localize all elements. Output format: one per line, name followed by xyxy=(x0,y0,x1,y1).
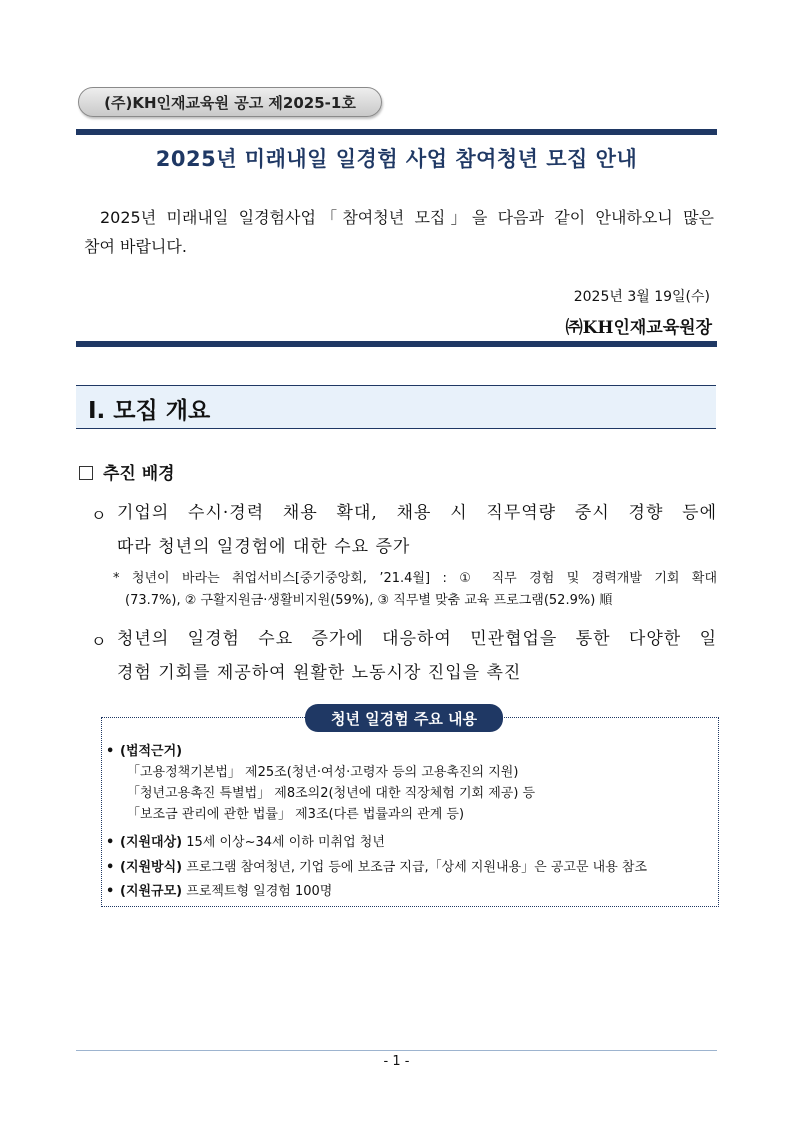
bullet-1-line-1: 기업의 수시·경력 채용 확대, 채용 시 직무역량 중시 경향 등에 xyxy=(117,503,717,523)
page-number: - 1 - xyxy=(383,1054,410,1069)
legal-basis-lines xyxy=(127,762,535,825)
intro-line-1: 2025년 미래내일 일경험사업「참여청년 모집」을 다음과 같이 안내하오니 많은 xyxy=(100,208,714,227)
support-scale-item xyxy=(106,880,332,899)
bullet-dot: • xyxy=(106,860,115,875)
title-bottom-rule xyxy=(76,341,717,347)
support-scale-text: 프로젝트형 일경험 100명 xyxy=(182,884,333,899)
intro-paragraph xyxy=(84,203,714,261)
issuer-name: ㈜KH인재교육원장 xyxy=(565,318,712,338)
legal-basis-line-3: 「보조금 관리에 관한 법률」 제3조(다른 법률과의 관계 등) xyxy=(127,807,465,822)
support-scale-label: (지원규모) xyxy=(120,884,183,899)
support-target-item xyxy=(106,831,385,850)
legal-basis-label: (법적근거) xyxy=(120,744,183,759)
bullet-dot: • xyxy=(106,835,115,850)
sub-heading-text: 추진 배경 xyxy=(103,464,175,484)
bullet-1-line-2: 따라 청년의 일경험에 대한 수요 증가 xyxy=(117,537,411,557)
summary-box-title: 청년 일경험 주요 내용 xyxy=(305,704,503,732)
support-target-text: 15세 이상~34세 이하 미취업 청년 xyxy=(182,835,385,850)
notice-number-badge: (주)KH인재교육원 공고 제2025-1호 xyxy=(78,87,382,117)
legal-basis-item xyxy=(106,740,182,759)
bullet-marker-2: ㅇ xyxy=(91,632,107,651)
title-top-rule xyxy=(76,129,717,135)
footnote-line-1: * 청년이 바라는 취업서비스[중기중앙회, ’21.4월] : ① 직무 경험 및 경력개발 기회 확대 xyxy=(113,571,717,586)
support-method-label: (지원방식) xyxy=(120,860,183,875)
footnote xyxy=(113,568,717,612)
footnote-line-2: (73.7%), ② 구활지원금·생활비지원(59%), ③ 직무별 맞춤 교육 프로그램(52.9%) 順 xyxy=(125,593,613,608)
section-title: Ⅰ. 모집 개요 xyxy=(88,398,211,424)
support-target-label: (지원대상) xyxy=(120,835,183,850)
announcement-date: 2025년 3월 19일(수) xyxy=(573,289,710,305)
support-method-text: 프로그램 참여청년, 기업 등에 보조금 지급,「상세 지원내용」은 공고문 내용 참조 xyxy=(182,860,648,875)
bullet-marker-1: ㅇ xyxy=(91,506,107,525)
bullet-2 xyxy=(117,622,717,690)
bullet-dot: • xyxy=(106,744,115,759)
legal-basis-line-1: 「고용정책기본법」 제25조(청년·여성·고령자 등의 고용촉진의 지원) xyxy=(127,765,519,780)
intro-line-2: 참여 바랍니다. xyxy=(84,237,187,256)
sub-heading xyxy=(79,459,175,484)
support-method-item xyxy=(106,856,647,875)
bullet-2-line-1: 청년의 일경험 수요 증가에 대응하여 민관협업을 통한 다양한 일 xyxy=(117,629,717,649)
footer-rule xyxy=(76,1050,717,1051)
legal-basis-line-2: 「청년고용촉진 특별법」 제8조의2(청년에 대한 직장체험 기회 제공) 등 xyxy=(127,786,536,801)
bullet-1 xyxy=(117,496,717,564)
checkbox-square-icon xyxy=(79,466,93,480)
bullet-2-line-2: 경험 기회를 제공하여 원활한 노동시장 진입을 촉진 xyxy=(117,663,522,683)
bullet-dot: • xyxy=(106,884,115,899)
document-title: 2025년 미래내일 일경험 사업 참여청년 모집 안내 xyxy=(155,147,638,171)
